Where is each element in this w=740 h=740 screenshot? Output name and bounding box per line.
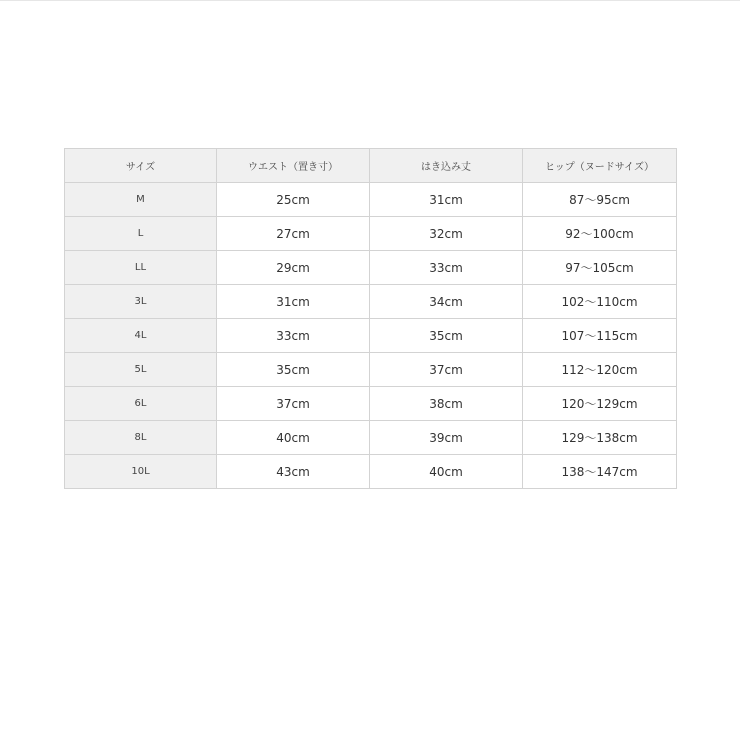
header-hip: ヒップ（ヌードサイズ） [523,149,677,183]
size-cell: 6L [65,387,217,421]
table-row [65,183,677,217]
hip-cell: 97〜105cm [523,251,677,285]
rise-length-cell: 39cm [370,421,523,455]
table-row [65,319,677,353]
header-row [65,149,677,183]
waist-cell: 33cm [217,319,370,353]
size-cell: M [65,183,217,217]
size-cell: 10L [65,455,217,489]
table-row [65,217,677,251]
table-row [65,251,677,285]
hip-cell: 120〜129cm [523,387,677,421]
header-size: サイズ [65,149,217,183]
hip-cell: 102〜110cm [523,285,677,319]
hip-cell: 129〜138cm [523,421,677,455]
waist-cell: 37cm [217,387,370,421]
hip-cell: 107〜115cm [523,319,677,353]
table-row [65,387,677,421]
waist-cell: 31cm [217,285,370,319]
header-waist: ウエスト（置き寸） [217,149,370,183]
top-divider [0,0,740,1]
hip-cell: 112〜120cm [523,353,677,387]
table-header [65,149,677,183]
waist-cell: 29cm [217,251,370,285]
table-row [65,455,677,489]
size-cell: 3L [65,285,217,319]
rise-length-cell: 37cm [370,353,523,387]
header-rise-length: はき込み丈 [370,149,523,183]
size-cell: 8L [65,421,217,455]
table-row [65,285,677,319]
size-cell: LL [65,251,217,285]
hip-cell: 87〜95cm [523,183,677,217]
hip-cell: 138〜147cm [523,455,677,489]
rise-length-cell: 33cm [370,251,523,285]
table-row [65,353,677,387]
size-cell: 5L [65,353,217,387]
rise-length-cell: 38cm [370,387,523,421]
size-cell: L [65,217,217,251]
table-body [65,183,677,489]
size-cell: 4L [65,319,217,353]
waist-cell: 40cm [217,421,370,455]
rise-length-cell: 35cm [370,319,523,353]
rise-length-cell: 34cm [370,285,523,319]
rise-length-cell: 32cm [370,217,523,251]
size-chart-table [64,148,677,489]
rise-length-cell: 40cm [370,455,523,489]
rise-length-cell: 31cm [370,183,523,217]
waist-cell: 43cm [217,455,370,489]
waist-cell: 25cm [217,183,370,217]
table-row [65,421,677,455]
waist-cell: 27cm [217,217,370,251]
waist-cell: 35cm [217,353,370,387]
hip-cell: 92〜100cm [523,217,677,251]
